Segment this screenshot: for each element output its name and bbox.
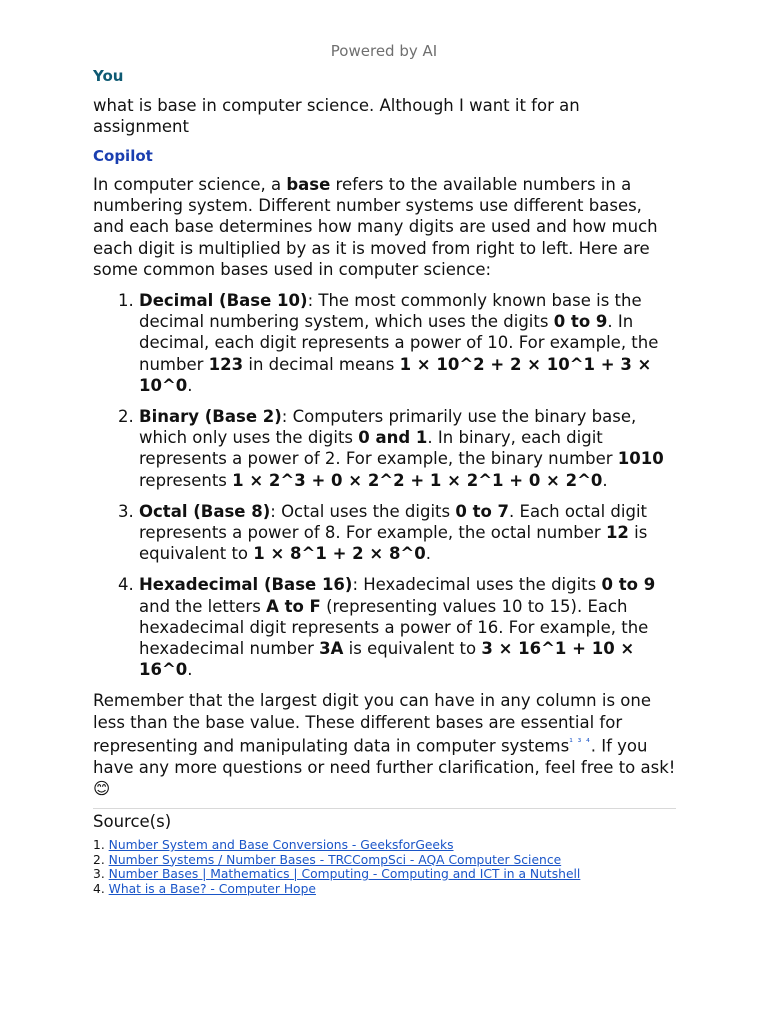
item-text: : Hexadecimal uses the digits	[352, 575, 602, 595]
answer-intro	[93, 174, 676, 280]
divider	[93, 808, 676, 809]
closing-text: . If you have any more questions or need further clarification, feel free to ask! 😊	[93, 736, 676, 798]
intro-text: refers to the available numbers in a numbering system. Different number systems use different bases, and each base determines how many digits are used and how much each digit is multiplied by as it is moved from right to left. Here are some common bases used in computer science:	[93, 175, 658, 279]
sources-list	[93, 838, 676, 896]
source-number: 4.	[93, 881, 105, 896]
closing-text: Remember that the largest digit you can have in any column is one less than the base value. These different bases are essential for representing and manipulating data in computer systems	[93, 691, 652, 756]
powered-by-label: Powered by AI	[330, 42, 438, 60]
source-item	[93, 867, 676, 882]
item-bold: 0 to 7	[455, 501, 510, 521]
item-title: Binary (Base 2)	[139, 407, 282, 427]
answer-closing	[93, 690, 676, 799]
item-text: . In binary, each digit represents a power of 2. For example, the binary number	[139, 428, 618, 469]
item-bold: 3 × 16^1 + 10 × 16^0	[139, 639, 635, 680]
item-text: . Each octal digit represents a power of 8. For example, the octal number	[139, 501, 647, 543]
item-title: Hexadecimal (Base 16)	[139, 575, 353, 595]
intro-text: In computer science, a	[93, 175, 287, 194]
item-text: . In decimal, each digit represents a power of 10. For example, the number	[139, 312, 659, 374]
source-number: 2.	[93, 852, 105, 867]
sources-heading: Source(s)	[93, 812, 172, 831]
item-text: : Computers primarily use the binary base, which only uses the digits	[139, 407, 637, 448]
source-link[interactable]: Number Bases | Mathematics | Computing - Computing and ICT in a Nutshell	[108, 867, 581, 881]
item-text: : The most commonly known base is the decimal numbering system, which uses the digits	[139, 291, 642, 332]
item-text: : Octal uses the digits	[270, 501, 456, 521]
item-text: (representing values 10 to 15). Each hexadecimal digit represents a power of 16. For example, the hexadecimal number	[139, 596, 649, 659]
item-bold: 123	[208, 354, 244, 374]
user-message: what is base in computer science. Although I want it for an assignment	[93, 96, 580, 136]
item-text: .	[187, 375, 193, 395]
item-text: is equivalent to	[139, 523, 648, 564]
item-bold: 0 and 1	[358, 428, 428, 448]
item-bold: 12	[605, 523, 629, 543]
source-link[interactable]: Number System and Base Conversions - GeeksforGeeks	[108, 838, 454, 852]
intro-bold: base	[286, 175, 331, 194]
item-text: and the letters	[139, 596, 267, 616]
item-bold: 1 × 10^2 + 2 × 10^1 + 3 × 10^0	[139, 354, 652, 395]
item-text: is equivalent to	[343, 639, 482, 659]
item-title: Octal (Base 8)	[139, 501, 271, 521]
item-text: .	[425, 544, 431, 564]
item-text: represents	[139, 470, 233, 490]
source-link[interactable]: What is a Base? - Computer Hope	[108, 881, 316, 896]
item-text: .	[602, 470, 608, 490]
list-item-octal	[139, 501, 676, 565]
item-bold: 0 to 9	[601, 575, 656, 595]
source-item	[93, 882, 676, 897]
item-bold: A to F	[266, 596, 321, 616]
item-text: .	[187, 660, 193, 680]
list-item-hexadecimal	[139, 574, 676, 680]
item-bold: 0 to 9	[553, 312, 608, 332]
item-title: Decimal (Base 10)	[139, 291, 308, 311]
item-text: in decimal means	[243, 354, 400, 374]
copilot-answer	[93, 174, 676, 799]
copilot-speaker-label: Copilot	[93, 147, 153, 165]
source-item	[93, 853, 676, 868]
source-number: 1.	[93, 838, 105, 852]
bases-list	[93, 290, 676, 680]
source-number: 3.	[93, 867, 105, 881]
list-item-binary	[139, 406, 676, 491]
item-bold: 1 × 2^3 + 0 × 2^2 + 1 × 2^1 + 0 × 2^0	[232, 470, 603, 490]
list-item-decimal	[139, 290, 676, 396]
source-link[interactable]: Number Systems / Number Bases - TRCCompSci - AQA Computer Science	[108, 852, 562, 867]
source-item	[93, 838, 676, 853]
item-bold: 1010	[617, 449, 664, 469]
user-speaker-label: You	[93, 67, 124, 85]
item-bold: 1 × 8^1 + 2 × 8^0	[253, 544, 426, 564]
citation-links[interactable]: ¹ ³ ⁴	[569, 737, 591, 748]
item-bold: 3A	[319, 639, 344, 659]
